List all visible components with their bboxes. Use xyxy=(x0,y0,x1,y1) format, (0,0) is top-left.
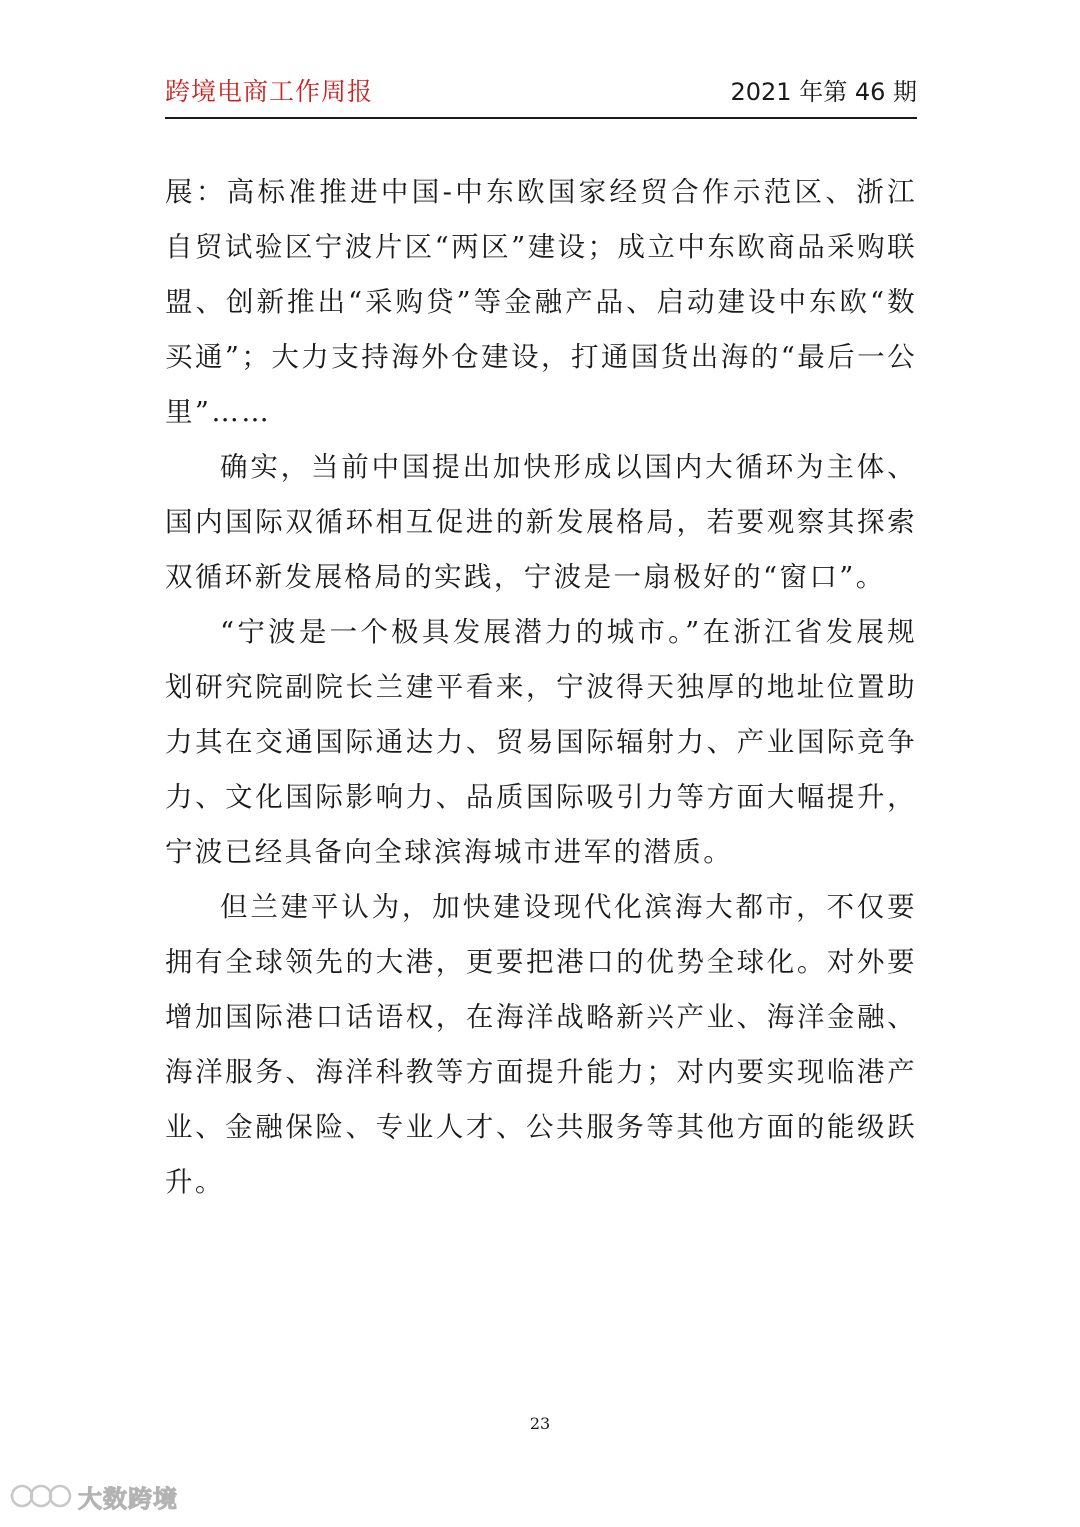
header-issue: 2021 年第 46 期 xyxy=(730,78,917,106)
paragraph: 展：高标准推进中国-中东欧国家经贸合作示范区、浙江自贸试验区宁波片区“两区”建设；成立中东欧商品采购联盟、创新推出“采购贷”等金融产品、启动建设中东欧“数买通”；大力支持海外仓建设，打通国货出海的“最后一公里”…… xyxy=(165,176,917,428)
paragraph: “宁波是一个极具发展潜力的城市。”在浙江省发展规划研究院副院长兰建平看来，宁波得天独厚的地址位置助力其在交通国际通达力、贸易国际辐射力、产业国际竞争力、文化国际影响力、品质国际吸引力等方面大幅提升，宁波已经具备向全球滨海城市进军的潜质。 xyxy=(165,616,917,868)
body-text xyxy=(165,165,917,1210)
watermark-text: 大数跨境 xyxy=(78,1484,178,1513)
page-number: 23 xyxy=(529,1414,551,1433)
watermark xyxy=(10,1478,178,1514)
paragraph: 确实，当前中国提出加快形成以国内大循环为主体、国内国际双循环相互促进的新发展格局，若要观察其探索双循环新发展格局的实践，宁波是一扇极好的“窗口”。 xyxy=(165,451,917,593)
header-divider xyxy=(165,117,917,119)
header-title: 跨境电商工作周报 xyxy=(165,77,374,106)
page-header xyxy=(165,76,917,112)
paragraph: 但兰建平认为，加快建设现代化滨海大都市，不仅要拥有全球领先的大港，更要把港口的优势全球化。对外要增加国际港口话语权，在海洋战略新兴产业、海洋金融、海洋服务、海洋科教等方面提升能力；对内要实现临港产业、金融保险、专业人才、公共服务等其他方面的能级跃升。 xyxy=(165,891,917,1198)
watermark-logo-icon xyxy=(10,1481,72,1511)
